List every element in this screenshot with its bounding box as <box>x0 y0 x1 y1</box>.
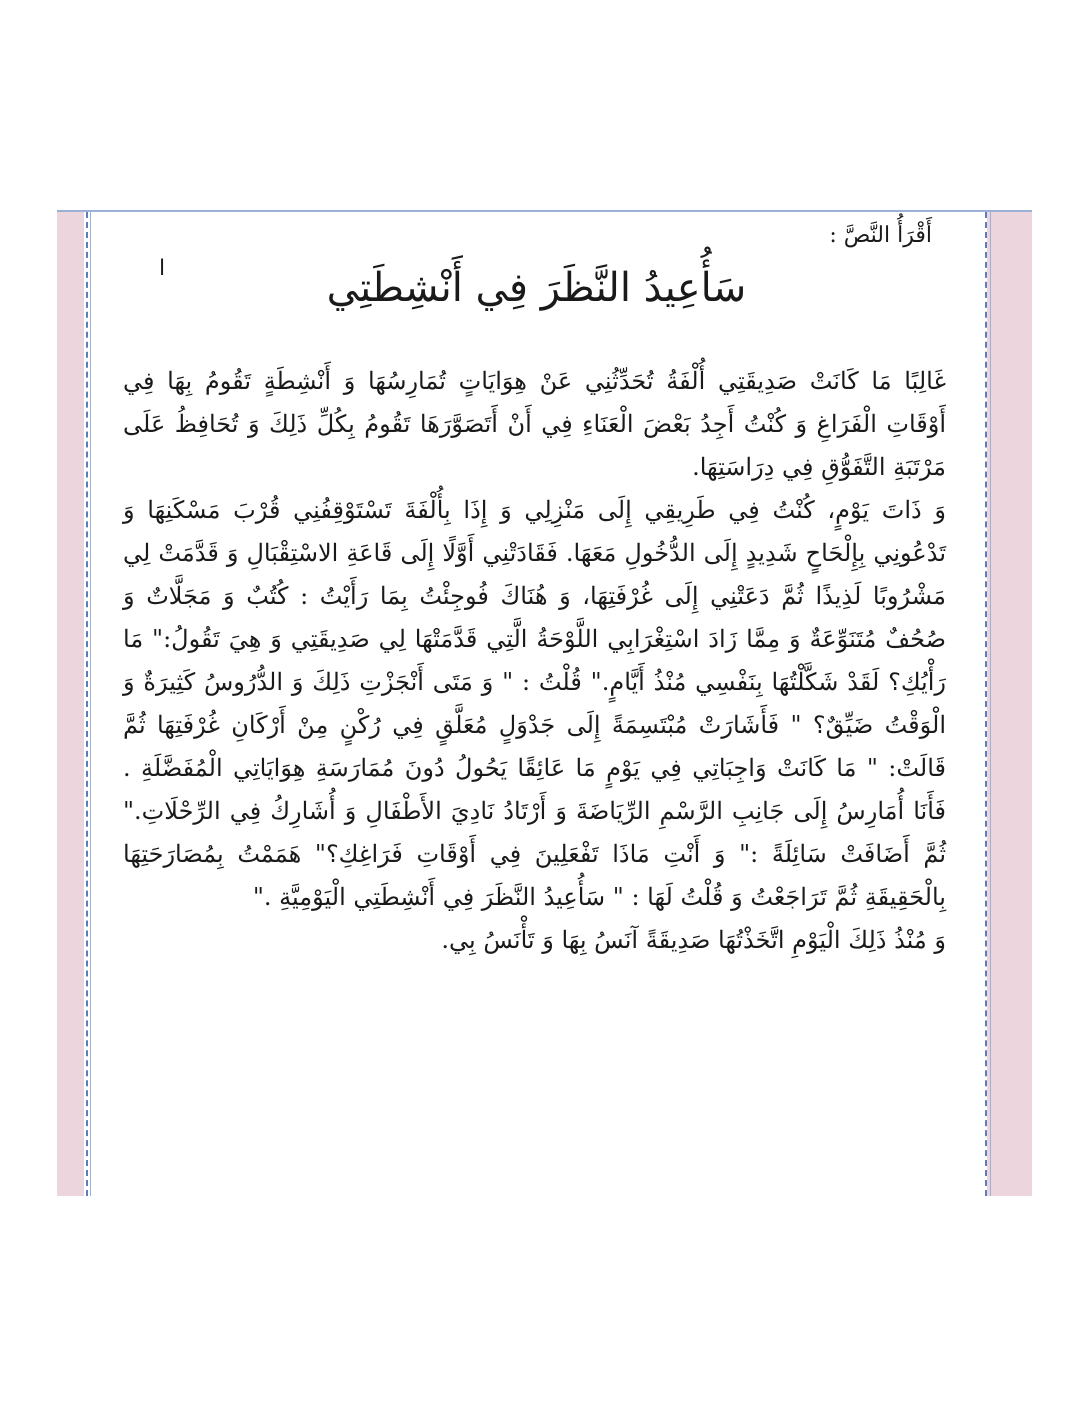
reading-text <box>123 360 946 962</box>
document-content <box>123 220 950 1196</box>
right-border-line-inner <box>990 212 991 1196</box>
right-border-line <box>985 212 987 1196</box>
document-frame <box>57 210 1032 1196</box>
paragraph-1: غَالِبًا مَا كَانَتْ صَدِيقَتِي أُلْفَةُ تُحَدِّثُنِي عَنْ هِوَايَاتٍ تُمَارِسُهَا وَ أَنْشِطَةٍ تَقُومُ بِهَا فِي أَوْقَاتِ الْفَرَاغِ وَ كُنْتُ أَجِدُ بَعْضَ الْعَنَاءِ فِي أَنْ أَتَصَوَّرَهَا تَقُومُ بِكُلِّ ذَلِكَ وَ تُحَافِظُ عَلَى مَرْتَبَةِ التَّفَوُّقِ فِي دِرَاسَتِهَا. <box>123 367 946 481</box>
paragraph-3: وَ مُنْذُ ذَلِكَ الْيَوْمِ اتَّخَذْتُهَا صَدِيقَةً آنَسُ بِهَا وَ تَأْنَسُ بِي. <box>441 926 946 954</box>
paragraph-2: وَ ذَاتَ يَوْمٍ، كُنْتُ فِي طَرِيقِي إِلَى مَنْزِلِي وَ إِذَا بِأُلْفَةَ تَسْتَوْقِفُنِي قُرْبَ مَسْكَنِهَا وَ تَدْعُونِي بِإِلْحَاحٍ شَدِيدٍ إِلَى الدُّخُولِ مَعَهَا. فَقَادَتْنِي أَوَّلًا إِلَى قَاعَةِ الاسْتِقْبَالِ وَ قَدَّمَتْ لِي مَشْرُوبًا لَذِيذًا ثُمَّ دَعَتْنِي إِلَى غُرْفَتِهَا، وَ هُنَاكَ فُوجِئْتُ بِمَا رَأَيْتُ : كُتُبٌ وَ مَجَلَّاتٌ وَ صُحُفٌ مُتَنَوِّعَةٌ وَ مِمَّا زَادَ اسْتِغْرَابِي اللَّوْحَةُ الَّتِي قَدَّمَتْهَا لِي صَدِيقَتِي وَ هِيَ تَقُولُ:" مَا رَأْيُكِ؟ لَقَدْ شَكَّلْتُهَا بِنَفْسِي مُنْذُ أَيَّامٍ." قُلْتُ : " وَ مَتَى أَنْجَزْتِ ذَلِكَ وَ الدُّرُوسُ كَثِيرَةٌ وَ الْوَقْتُ ضَيِّقٌ؟ " فَأَشَارَتْ مُبْتَسِمَةً إِلَى جَدْوَلٍ مُعَلَّقٍ فِي رُكْنٍ مِنْ أَرْكَانِ غُرْفَتِهَا ثُمَّ قَالَتْ: " مَا كَانَتْ وَاجِبَاتِي فِي يَوْمٍ مَا عَائِقًا يَحُولُ دُونَ مُمَارَسَةِ هِوَايَاتِي الْمُفَضَّلَةِ . فَأَنَا أُمَارِسُ إِلَى جَانِبِ الرَّسْمِ الرِّيَاضَةَ وَ أَرْتَادُ نَادِيَ الأَطْفَالِ وَ أُشَارِكُ فِي الرِّحْلَاتِ." ثُمَّ أَضَافَتْ سَائِلَةً :" وَ أَنْتِ مَاذَا تَفْعَلِينَ فِي أَوْقَاتِ فَرَاغِكِ؟" هَمَمْتُ بِمُصَارَحَتِهَا بِالْحَقِيقَةِ ثُمَّ تَرَاجَعْتُ وَ قُلْتُ لَهَا : " سَأُعِيدُ النَّظَرَ فِي أَنْشِطَتِي الْيَوْمِيَّةِ ." <box>123 496 946 911</box>
left-border-line-inner <box>90 212 91 1196</box>
text-title: سَأُعِيدُ النَّظَرَ فِي أَنْشِطَتِي <box>326 265 747 311</box>
instruction-heading: أَقْرَأُ النَّصَّ : <box>829 223 932 248</box>
page-number: ا <box>159 256 166 281</box>
left-border-line <box>86 212 88 1196</box>
